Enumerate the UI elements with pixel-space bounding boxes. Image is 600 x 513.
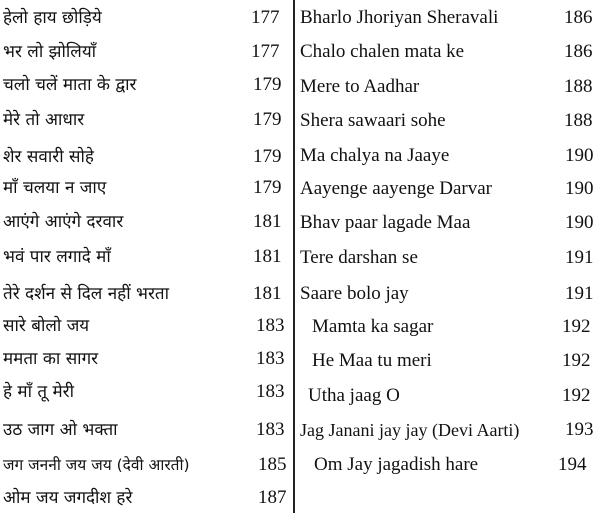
entry-title: ममता का सागर	[3, 349, 99, 369]
entry-page-number: 181	[253, 283, 282, 304]
entry-page-number: 177	[251, 41, 280, 62]
entry-title: Jag Janani jay jay (Devi Aarti)	[300, 420, 520, 440]
entry-page-number: 183	[256, 315, 285, 336]
entry-title: Aayenge aayenge Darvar	[300, 178, 492, 199]
entry-title: Saare bolo jay	[300, 283, 409, 304]
entry-title: He Maa tu meri	[312, 350, 432, 371]
entry-title: Ma chalya na Jaaye	[300, 145, 450, 166]
entry-page-number: 190	[565, 178, 594, 199]
entry-page-number: 179	[253, 74, 282, 95]
entry-title: भर लो झोलियाँ	[3, 42, 97, 62]
entry-page-number: 183	[256, 348, 285, 369]
entry-title: Mere to Aadhar	[300, 76, 420, 97]
entry-page-number: 186	[564, 41, 593, 62]
entry-title: जग जननी जय जय (देवी आरती)	[3, 456, 190, 474]
entry-page-number: 179	[253, 146, 282, 167]
entry-page-number: 181	[253, 246, 282, 267]
entry-title: Shera sawaari sohe	[300, 110, 446, 131]
entry-title: तेरे दर्शन से दिल नहीं भरता	[3, 284, 169, 304]
entry-page-number: 183	[256, 419, 285, 440]
entry-page-number: 179	[253, 177, 282, 198]
entry-page-number: 186	[564, 7, 593, 28]
entry-title: भवं पार लगादे माँ	[3, 247, 111, 267]
entry-page-number: 188	[564, 110, 593, 131]
entry-title: शेर सवारी सोहे	[3, 147, 94, 167]
entry-title: हे माँ तू मेरी	[3, 382, 75, 402]
entry-title: आएंगे आएंगे दरवार	[3, 212, 124, 232]
entry-page-number: 193	[565, 419, 594, 440]
entry-page-number: 188	[564, 76, 593, 97]
entry-title: Chalo chalen mata ke	[300, 41, 465, 62]
entry-page-number: 190	[565, 145, 594, 166]
entry-title: माँ चलया न जाए	[3, 178, 107, 198]
entry-title: उठ जाग ओ भक्ता	[3, 420, 118, 440]
entry-page-number: 177	[251, 7, 280, 28]
entry-title: चलो चलें माता के द्वार	[3, 75, 137, 95]
entry-title: Tere darshan se	[300, 247, 418, 268]
entry-page-number: 191	[565, 247, 594, 268]
entry-title: Mamta ka sagar	[312, 316, 434, 337]
entry-page-number: 191	[565, 283, 594, 304]
entry-page-number: 183	[256, 381, 285, 402]
entry-page-number: 194	[558, 454, 587, 475]
entry-title: सारे बोलो जय	[3, 316, 90, 336]
entry-title: हेलो हाय छोड़िये	[3, 8, 102, 28]
entry-title: Bhav paar lagade Maa	[300, 212, 471, 233]
entry-page-number: 190	[565, 212, 594, 233]
entry-title: मेरे तो आधार	[3, 110, 85, 130]
entry-page-number: 192	[562, 316, 591, 337]
entry-page-number: 192	[562, 350, 591, 371]
entry-title: ओम जय जगदीश हरे	[3, 488, 133, 508]
entry-page-number: 192	[562, 385, 591, 406]
entry-page-number: 181	[253, 211, 282, 232]
entry-page-number: 187	[258, 487, 287, 508]
entry-title: Bharlo Jhoriyan Sheravali	[300, 7, 499, 28]
entry-title: Om Jay jagadish hare	[314, 454, 479, 475]
entry-page-number: 185	[258, 454, 287, 475]
entry-page-number: 179	[253, 109, 282, 130]
entry-title: Utha jaag O	[308, 385, 400, 406]
column-divider	[293, 0, 295, 513]
